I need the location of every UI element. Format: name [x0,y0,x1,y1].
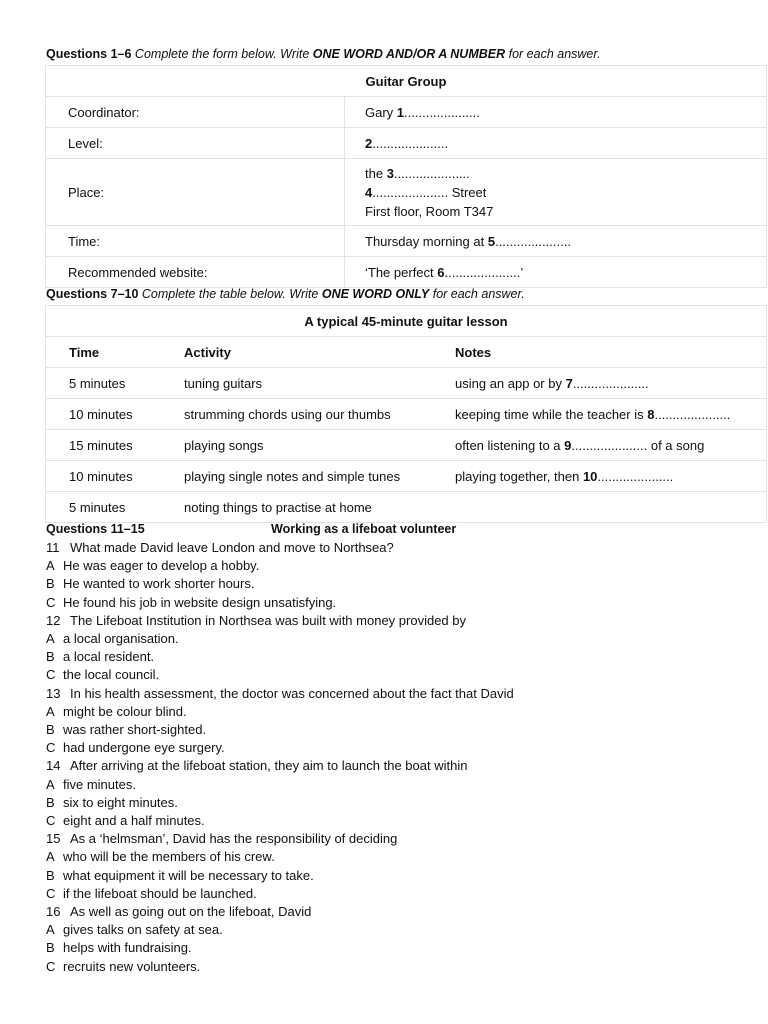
answer-blank: ..................... Street [372,184,487,200]
question-14 [46,758,467,773]
section1-instruction-b: for each answer. [505,47,601,61]
question-number: 12 [46,612,61,628]
option-text: a local organisation. [63,631,179,646]
option-letter: B [46,940,55,956]
question-16 [46,904,311,919]
answer-number: 5 [487,233,496,249]
cell-activity: playing single notes and simple tunes [184,461,455,492]
option-letter: C [46,813,56,828]
option-text: recruits new volunteers. [63,958,201,974]
option-letter: C [46,885,56,901]
place-detail: First floor, Room T347 [365,203,494,219]
option-letter: C [46,958,56,974]
form-label: Place: [46,159,345,226]
cell-activity: strumming chords using our thumbs [184,399,455,430]
option-letter: A [46,776,55,792]
column-header-activity: Activity [184,337,455,368]
answer-option [46,595,336,610]
section1-instruction-emphasis: ONE WORD AND/OR A NUMBER [312,47,506,61]
option-text: helps with fundraising. [63,940,192,956]
answer-number: 1 [396,104,405,120]
cell-activity: tuning guitars [184,368,455,399]
table-row [46,368,767,399]
option-text: He wanted to work shorter hours. [63,576,255,592]
cell-time: 5 minutes [46,368,185,399]
form-row [46,97,767,128]
answer-option [46,795,178,810]
option-text: eight and a half minutes. [63,813,205,828]
option-letter: A [46,631,55,646]
form-value [345,128,767,159]
answer-number: 2 [365,135,373,151]
question-text: What made David leave London and move to Northsea? [70,540,394,555]
section2-instruction-emphasis: ONE WORD ONLY [321,287,430,301]
answer-number: 6 [437,264,445,280]
cell-time: 10 minutes [46,399,185,430]
answer-option [46,922,223,937]
answer-option [46,722,206,737]
answer-option [46,777,136,792]
option-letter: B [46,867,55,883]
option-text: a local resident. [63,649,155,665]
option-letter: A [46,703,55,719]
answer-blank: ..................... of a song [571,437,705,453]
form-row [46,226,767,257]
option-letter: C [46,594,56,610]
answer-blank: ..................... [495,233,571,249]
cell-time: 15 minutes [46,430,185,461]
cell-notes [455,492,767,523]
option-letter: C [46,667,56,683]
answer-blank: ..................... [393,165,470,181]
question-text: As well as going out on the lifeboat, David [70,904,312,919]
form-value: Gary 1..................... [345,97,767,128]
question-number: 11 [46,540,60,555]
option-letter: A [46,922,55,938]
cell-activity: noting things to practise at home [184,492,455,523]
option-text: the local council. [63,667,160,683]
question-number: 15 [46,831,61,847]
section2-heading [46,287,525,301]
section2-heading-label: Questions 7–10 [46,287,139,301]
section1-instruction-a: Complete the form below. Write [131,47,313,61]
question-11 [46,540,394,555]
form-label: Recommended website: [46,257,345,288]
answer-blank: ..................... [372,135,449,151]
option-text: He found his job in website design unsatisfying. [63,594,337,610]
option-letter: B [46,576,55,592]
question-number: 16 [46,904,61,919]
option-letter: B [46,649,55,665]
form-value: ‘The perfect 6.....................’ [345,257,767,288]
guitar-group-form [45,65,767,288]
option-letter: B [46,722,55,737]
section2-instruction-a: Complete the table below. Write [138,287,322,301]
answer-option [46,886,257,901]
question-text: After arriving at the lifeboat station, they aim to launch the boat within [70,758,468,774]
cell-time: 10 minutes [46,461,185,492]
answer-option [46,558,259,573]
answer-option [46,576,254,591]
answer-option [46,940,192,955]
table-row [46,461,767,492]
option-text: six to eight minutes. [63,794,178,810]
table-row [46,492,767,523]
answer-number: 10 [582,468,598,484]
section3-heading-title: Working as a lifeboat volunteer [271,522,457,536]
option-text: gives talks on safety at sea. [63,922,223,938]
question-15 [46,831,397,846]
form-row [46,257,767,288]
table-row [46,399,767,430]
cell-activity: playing songs [184,430,455,461]
form-value: Thursday morning at 5..................... [345,226,767,257]
question-number: 14 [46,758,61,774]
option-letter: A [46,849,55,865]
option-text: who will be the members of his crew. [63,849,275,865]
option-letter: A [46,558,55,574]
cell-notes: using an app or by 7..................... [455,368,767,399]
answer-blank: ..................... [654,406,731,422]
section3-heading-label: Questions 11–15 [46,522,145,536]
table-title: A typical 45-minute guitar lesson [46,306,767,337]
option-text: was rather short-sighted. [63,722,207,737]
answer-blank: ..................... [597,468,674,484]
answer-option [46,631,179,646]
answer-option [46,704,187,719]
cell-time: 5 minutes [46,492,185,523]
form-label: Time: [46,226,345,257]
answer-option [46,813,205,828]
answer-number: 8 [647,406,655,422]
answer-blank: ..................... [404,104,480,120]
option-text: had undergone eye surgery. [63,740,225,756]
cell-notes: often listening to a 9..................... of a song [455,430,767,461]
table-header-row [46,337,767,368]
form-row [46,159,767,226]
answer-blank: .....................’ [444,264,524,280]
option-letter: B [46,794,55,810]
column-header-notes: Notes [455,337,767,368]
answer-number: 9 [564,437,572,453]
option-text: five minutes. [63,776,136,792]
question-number: 13 [46,685,61,701]
question-text: As a ‘helmsman’, David has the responsibility of deciding [70,831,398,847]
question-12 [46,613,466,628]
cell-notes: keeping time while the teacher is 8..................... [455,399,767,430]
question-text: In his health assessment, the doctor was concerned about the fact that David [70,685,514,701]
option-text: if the lifeboat should be launched. [63,885,257,901]
option-letter: C [46,740,56,756]
form-title: Guitar Group [46,66,767,97]
table-row [46,430,767,461]
answer-number: 3 [386,165,394,181]
form-value: the 3..................... 4..................... Street First floor, Room T347 [345,159,767,226]
option-text: He was eager to develop a hobby. [63,558,260,574]
form-row [46,128,767,159]
answer-option [46,849,275,864]
option-text: might be colour blind. [63,703,187,719]
cell-notes: playing together, then 10..................... [455,461,767,492]
section2-instruction-b: for each answer. [429,287,525,301]
answer-option [46,740,225,755]
section1-heading [46,47,601,61]
guitar-lesson-table [45,305,767,523]
option-text: what equipment it will be necessary to take. [63,867,314,883]
column-header-time: Time [46,337,185,368]
section1-heading-label: Questions 1–6 [46,47,132,61]
question-13 [46,686,514,701]
answer-option [46,649,154,664]
answer-blank: ..................... [572,375,649,391]
answer-option [46,667,159,682]
form-label: Coordinator: [46,97,345,128]
answer-number: 7 [565,375,573,391]
question-text: The Lifeboat Institution in Northsea was built with money provided by [70,612,466,628]
answer-option [46,959,200,974]
form-label: Level: [46,128,345,159]
answer-number: 4 [365,184,373,200]
answer-option [46,868,314,883]
